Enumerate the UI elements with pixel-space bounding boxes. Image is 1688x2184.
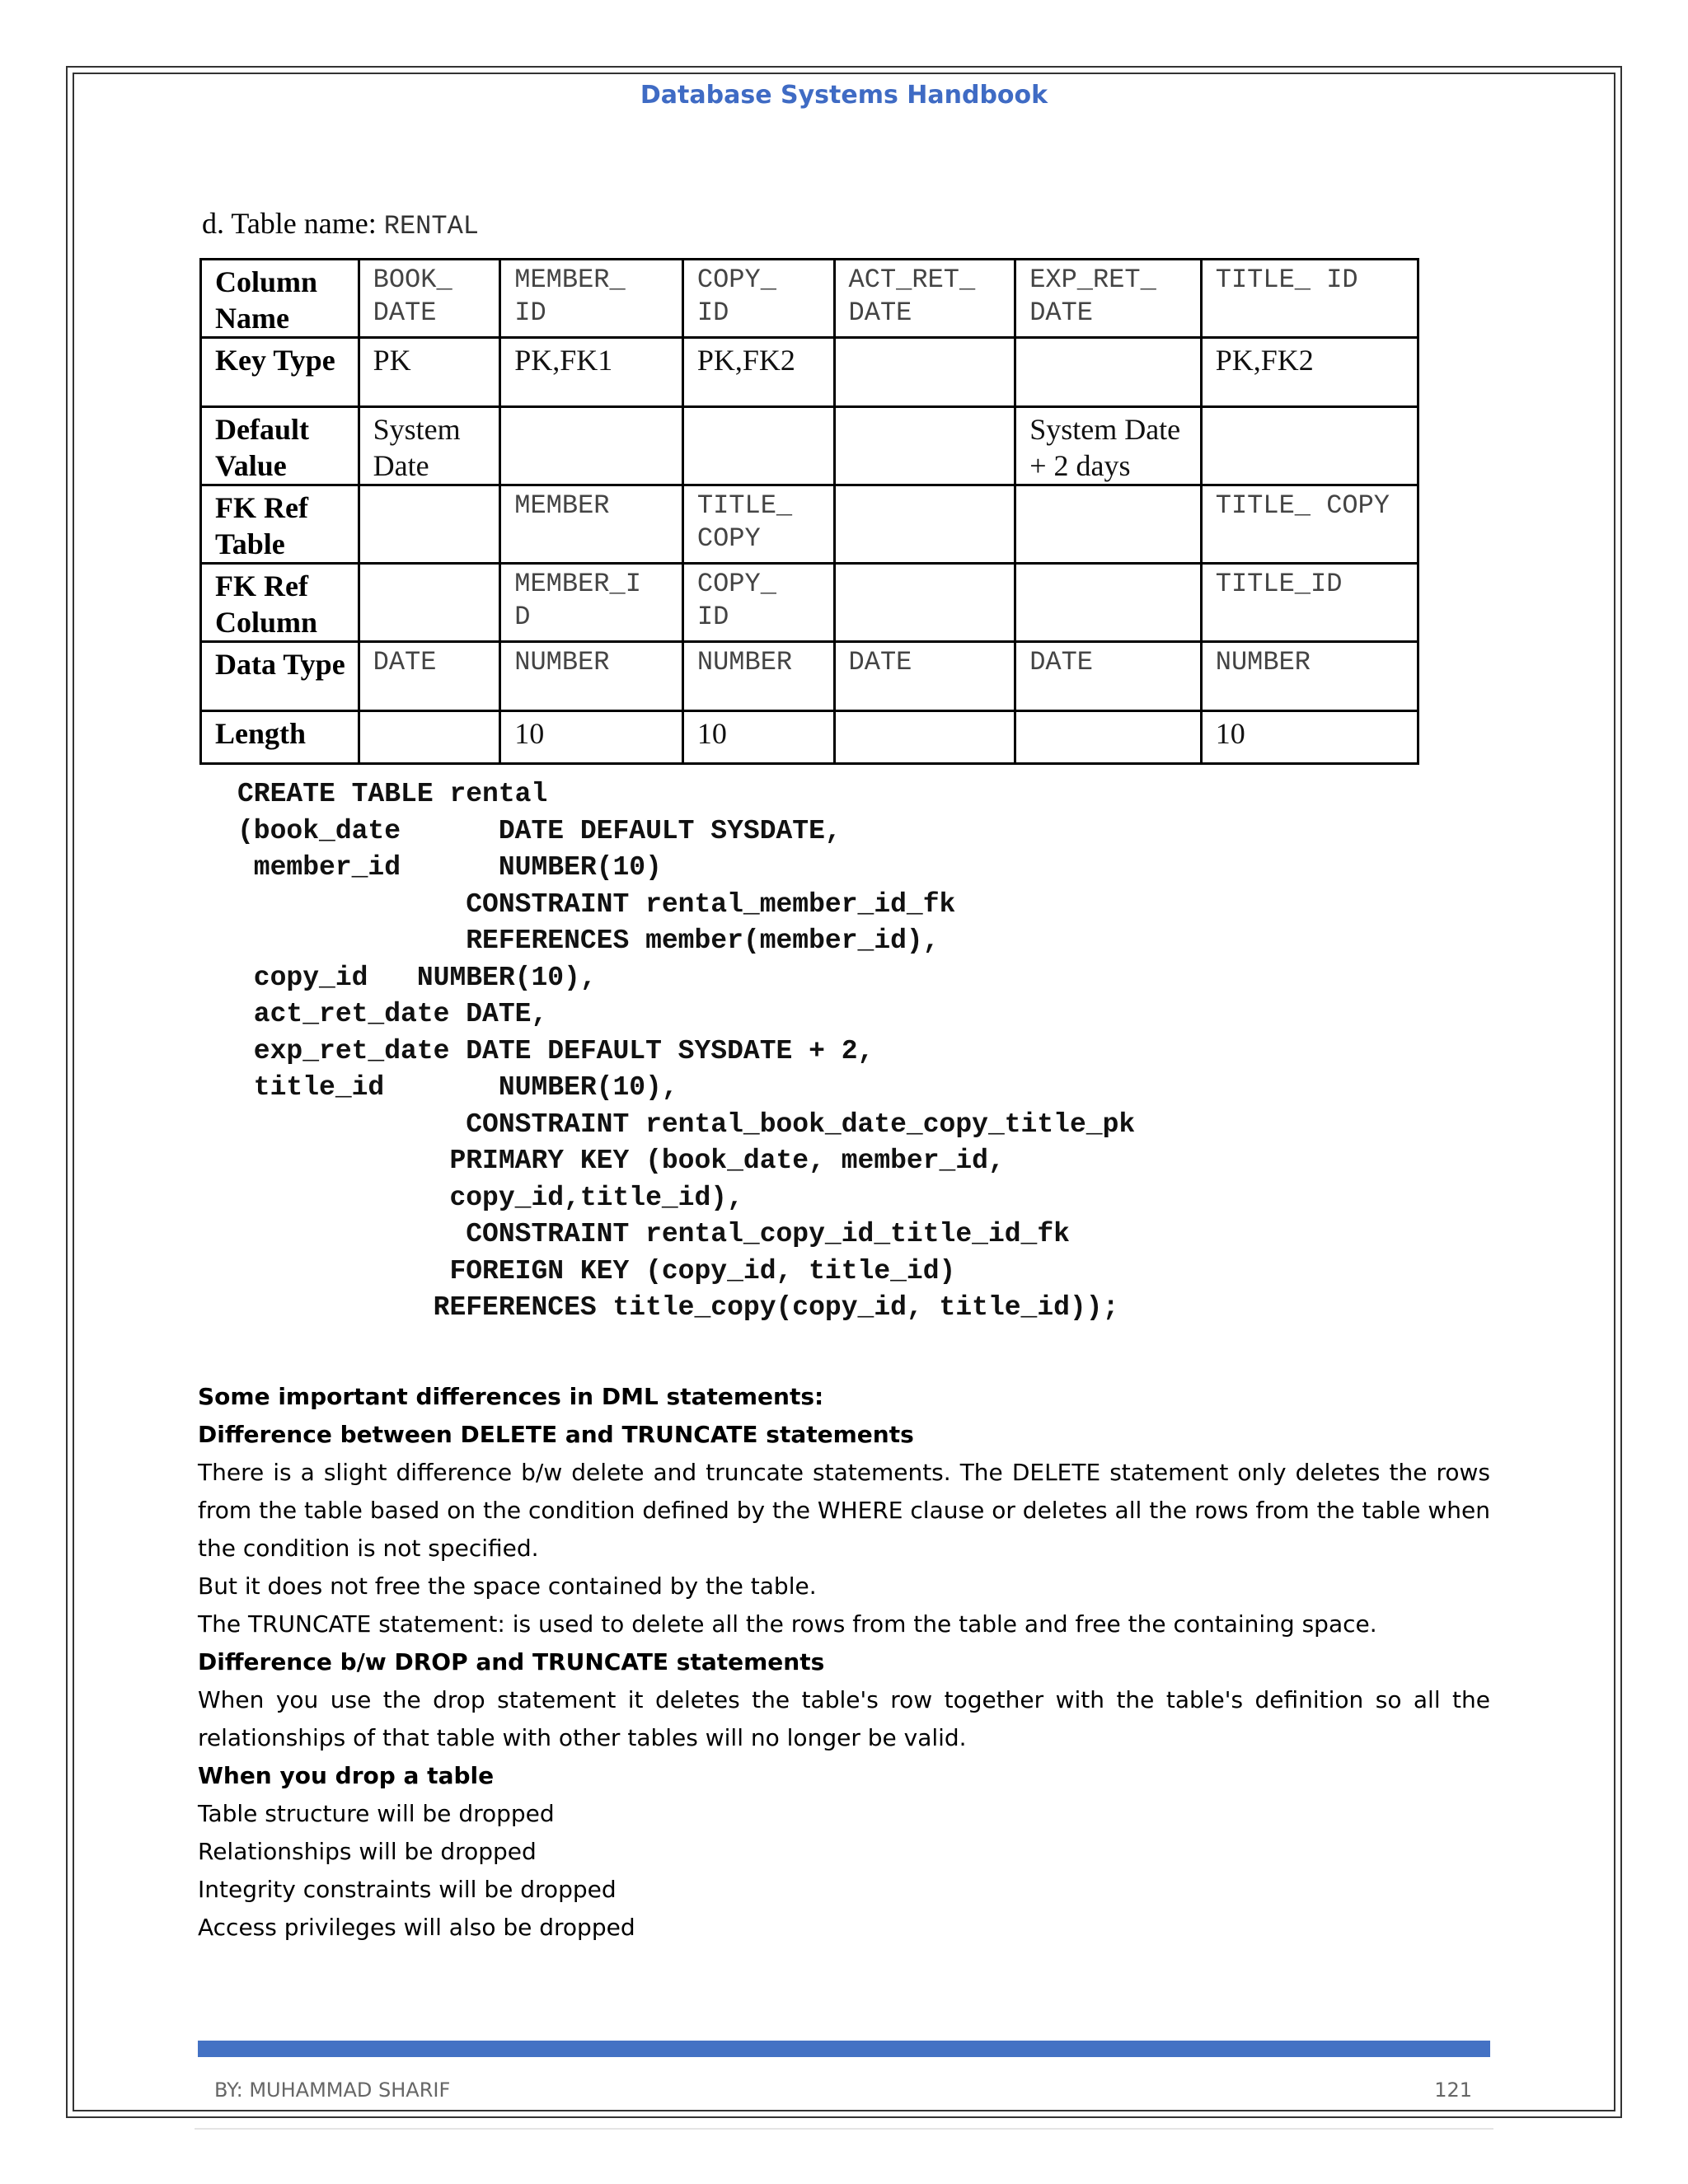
table-cell: NUMBER [500,642,683,711]
code-line: act_ret_date DATE, [237,999,548,1029]
code-line: member_id NUMBER(10) [237,852,662,883]
list-item: Access privileges will also be dropped [198,1914,635,1941]
table-row-default-value [201,407,1418,485]
code-line: exp_ret_date DATE DEFAULT SYSDATE + 2, [237,1035,874,1066]
code-line: CONSTRAINT rental_copy_id_title_id_fk [237,1219,1070,1249]
table-cell [359,564,500,642]
table-caption-prefix: d. Table name: [202,207,384,240]
code-line: (book_date DATE DEFAULT SYSDATE, [237,815,842,846]
rental-table [199,258,1419,765]
table-cell: TITLE_ID [1201,564,1418,642]
table-cell: EXP_RET_ DATE [1015,260,1202,338]
code-line: FOREIGN KEY (copy_id, title_id) [237,1255,956,1286]
row-label: Data Type [201,642,359,711]
heading-when-drop: When you drop a table [198,1762,495,1789]
table-row-length [201,711,1418,764]
table-cell [834,338,1015,407]
table-row-fk-ref-column [201,564,1418,642]
table-row-data-type [201,642,1418,711]
table-row-column-name [201,260,1418,338]
row-label: Default Value [201,407,359,485]
table-row-key-type [201,338,1418,407]
table-cell: System Date + 2 days [1015,407,1202,485]
table-caption-name: RENTAL [383,211,479,241]
table-cell: TITLE_ COPY [1201,485,1418,564]
code-line: CONSTRAINT rental_member_id_fk [237,888,956,920]
table-cell: 10 [500,711,683,764]
footer-author: BY: MUHAMMAD SHARIF [214,2079,451,2102]
heading-drop-vs-truncate: Difference b/w DROP and TRUNCATE statements [198,1648,825,1675]
table-cell: MEMBER [500,485,683,564]
table-cell [1201,407,1418,485]
table-cell: TITLE_ COPY [682,485,834,564]
list-item: Table structure will be dropped [198,1800,555,1827]
table-cell [359,711,500,764]
table-cell: TITLE_ ID [1201,260,1418,338]
table-cell: PK,FK2 [1201,338,1418,407]
table-cell [834,485,1015,564]
table-cell: 10 [1201,711,1418,764]
row-label: Column Name [201,260,359,338]
heading-delete-vs-truncate: Difference between DELETE and TRUNCATE statements [198,1421,914,1448]
page-header-title: Database Systems Handbook [640,81,1048,110]
table-cell: NUMBER [682,642,834,711]
code-line: REFERENCES member(member_id), [237,926,940,956]
list-item: Relationships will be dropped [198,1838,537,1865]
bottom-divider [195,2128,1493,2130]
table-cell: BOOK_ DATE [359,260,500,338]
heading-dml-differences: Some important differences in DML statements: [198,1383,824,1410]
table-cell [1015,485,1202,564]
paragraph-drop: When you use the drop statement it deletes the table's row together with the table's definition so all the relationships of that table with other tables will no longer be valid. [198,1686,1490,1751]
table-cell [1015,338,1202,407]
code-line: copy_id,title_id), [237,1182,743,1213]
code-line: CREATE TABLE rental [237,779,548,809]
table-cell [500,407,683,485]
footer-page-number: 121 [1434,2079,1472,2102]
table-cell: DATE [834,642,1015,711]
body-text [198,1378,1490,1947]
table-cell: System Date [359,407,500,485]
table-cell: COPY_ ID [682,564,834,642]
code-line: title_id NUMBER(10), [237,1072,678,1103]
table-cell [834,711,1015,764]
table-cell [834,564,1015,642]
table-cell: MEMBER_ ID [500,260,683,338]
table-cell: PK [359,338,500,407]
table-row-fk-ref-table [201,485,1418,564]
table-caption [202,206,479,241]
code-line: CONSTRAINT rental_book_date_copy_title_pk [237,1108,1136,1140]
table-cell [682,407,834,485]
code-line: PRIMARY KEY (book_date, member_id, [237,1146,1005,1176]
table-cell: PK,FK2 [682,338,834,407]
table-cell [1015,564,1202,642]
code-line: REFERENCES title_copy(copy_id, title_id)); [237,1292,1119,1323]
table-cell: 10 [682,711,834,764]
table-cell: COPY_ ID [682,260,834,338]
list-item: Integrity constraints will be dropped [198,1876,617,1903]
table-cell: NUMBER [1201,642,1418,711]
code-line: copy_id NUMBER(10), [237,962,597,993]
paragraph-space: But it does not free the space contained by the table. [198,1572,817,1600]
table-cell [834,407,1015,485]
row-label: FK Ref Column [201,564,359,642]
table-cell: ACT_RET_ DATE [834,260,1015,338]
table-cell: DATE [1015,642,1202,711]
table-cell: MEMBER_I D [500,564,683,642]
table-cell: DATE [359,642,500,711]
paragraph-delete: There is a slight difference b/w delete and truncate statements. The DELETE statement only deletes the rows from the table based on the condition defined by the WHERE clause or deletes all the rows from the table when the condition is not specified. [198,1459,1490,1562]
table-cell [1015,711,1202,764]
paragraph-truncate: The TRUNCATE statement: is used to delete all the rows from the table and free the containing space. [198,1610,1377,1638]
footer-bar [198,2041,1490,2057]
row-label: Length [201,711,359,764]
table-cell: PK,FK1 [500,338,683,407]
row-label: FK Ref Table [201,485,359,564]
sql-code-block [237,776,1135,1327]
row-label: Key Type [201,338,359,407]
table-cell [359,485,500,564]
